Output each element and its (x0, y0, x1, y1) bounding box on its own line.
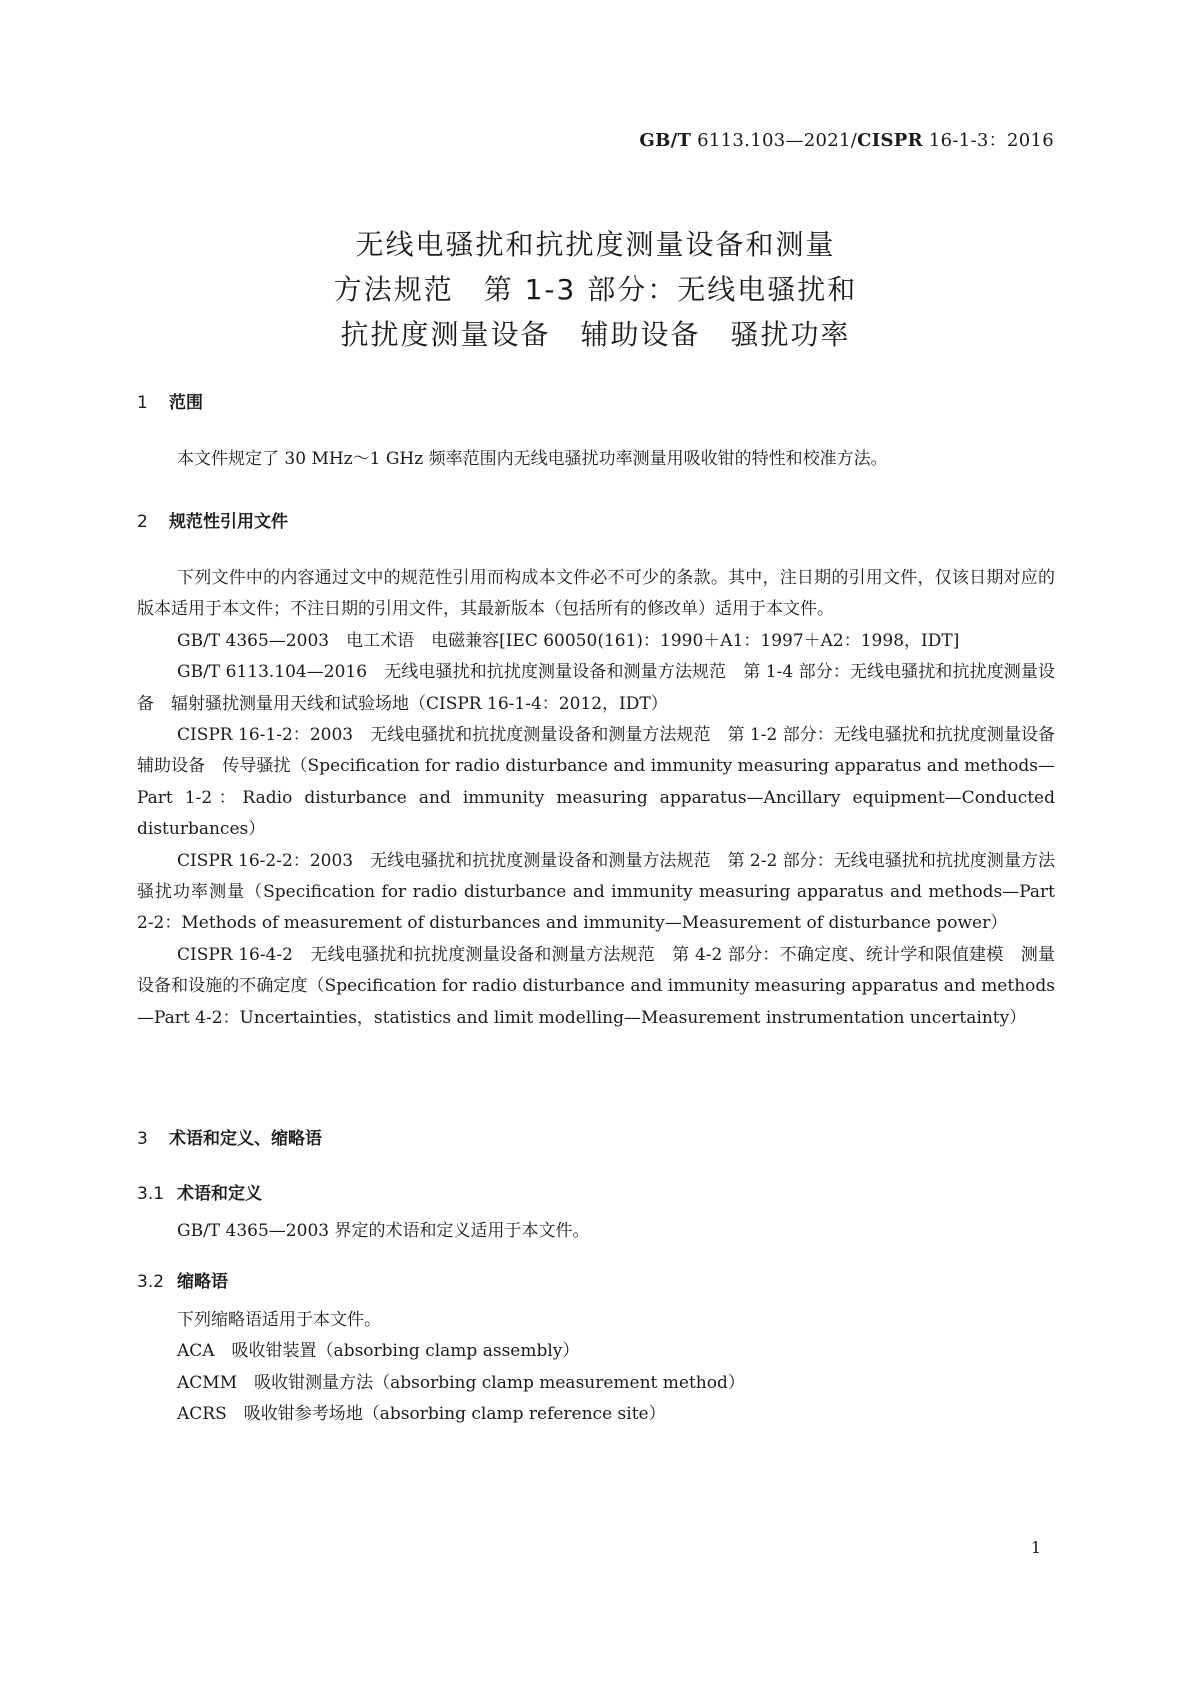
section-3-1-heading: 3.1 术语和定义 (137, 1184, 262, 1204)
section-1-body (137, 444, 1055, 475)
section-3-1-body (137, 1216, 1055, 1247)
page-number: 1 (1030, 1538, 1041, 1557)
section-3-2-heading: 3.2 缩略语 (137, 1272, 228, 1292)
reference-item: GB/T 4365—2003 电工术语 电磁兼容[IEC 60050(161)：1990＋A1：1997＋A2：1998，IDT] (177, 630, 960, 651)
section-3-heading: 3 术语和定义、缩略语 (137, 1129, 322, 1149)
title-line-1: 无线电骚扰和抗扰度测量设备和测量 (355, 228, 836, 261)
reference-item: GB/T 6113.104—2016 无线电骚扰和抗扰度测量设备和测量方法规范 第 1-4 部分：无线电骚扰和抗扰度测量设备 辐射骚扰测量用天线和试验场地（CISPR 16-1-4：2012，IDT） (137, 662, 1055, 714)
section-1-heading: 1 范围 (137, 393, 203, 413)
terms-paragraph: GB/T 4365—2003 界定的术语和定义适用于本文件。 (177, 1221, 590, 1241)
reference-item: CISPR 16-2-2：2003 无线电骚扰和抗扰度测量设备和测量方法规范 第 2-2 部分：无线电骚扰和抗扰度测量方法 骚扰功率测量（Specification for radio disturbance and immunity measuring apparatus and methods—Part 2-2：Methods of measurement of disturbances and immunity—Measurement of disturbance power） (137, 850, 1072, 934)
section-3-2-body (137, 1305, 1055, 1431)
abbreviation-item: ACMM 吸收钳测量方法（absorbing clamp measurement method） (177, 1372, 745, 1393)
document-title (0, 222, 1191, 357)
scope-paragraph: 本文件规定了 30 MHz～1 GHz 频率范围内无线电骚扰功率测量用吸收钳的特性和校准方法。 (177, 449, 888, 469)
abbreviation-item: ACRS 吸收钳参考场地（absorbing clamp reference site） (177, 1404, 666, 1425)
references-intro: 下列文件中的内容通过文中的规范性引用而构成本文件必不可少的条款。其中，注日期的引用文件，仅该日期对应的版本适用于本文件；不注日期的引用文件，其最新版本（包括所有的修改单）适用于本文件。 (137, 568, 1055, 620)
title-line-3: 抗扰度测量设备 辅助设备 骚扰功率 (340, 318, 851, 351)
standard-number-header: GB/T 6113.103—2021/CISPR 16-1-3：2016 (639, 130, 1054, 151)
title-line-2: 方法规范 第 1-3 部分：无线电骚扰和 (333, 273, 858, 306)
reference-item: CISPR 16-4-2 无线电骚扰和抗扰度测量设备和测量方法规范 第 4-2 部分：不确定度、统计学和限值建模 测量设备和设施的不确定度（Specification for radio disturbance and immunity measuring apparatus and methods—Part 4-2：Uncertainties，statistics and limit modelling—Measurement instrumentation uncertainty） (137, 944, 1055, 1028)
section-2-heading: 2 规范性引用文件 (137, 512, 288, 532)
abbreviation-item: ACA 吸收钳装置（absorbing clamp assembly） (177, 1341, 580, 1362)
section-2-body (137, 563, 1072, 1034)
abbreviations-intro: 下列缩略语适用于本文件。 (177, 1310, 381, 1330)
reference-item: CISPR 16-1-2：2003 无线电骚扰和抗扰度测量设备和测量方法规范 第 1-2 部分：无线电骚扰和抗扰度测量设备 辅助设备 传导骚扰（Specification for radio disturbance and immunity measuring apparatus and methods—Part 1-2：Radio disturbance and immunity measuring apparatus—Ancillary equipment—Conducted disturbances） (137, 725, 1072, 840)
